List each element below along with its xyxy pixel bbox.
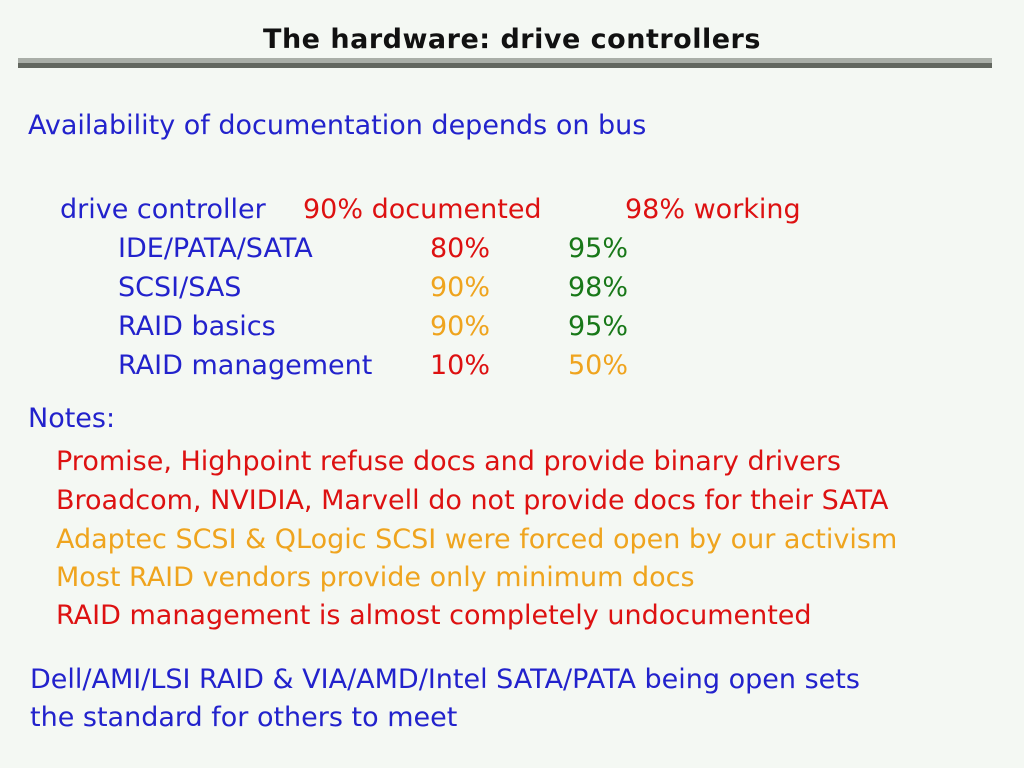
row-label: SCSI/SAS bbox=[118, 272, 242, 303]
note-item: RAID management is almost completely undocumented bbox=[56, 600, 812, 631]
row-working-pct: 95% bbox=[568, 233, 629, 264]
notes-heading: Notes: bbox=[28, 403, 116, 434]
footer-line-1: Dell/AMI/LSI RAID & VIA/AMD/Intel SATA/PATA being open sets bbox=[30, 664, 860, 695]
row-documented-pct: 80% bbox=[430, 233, 491, 264]
row-label: RAID basics bbox=[118, 311, 276, 342]
note-item: Adaptec SCSI & QLogic SCSI were forced open by our activism bbox=[56, 524, 898, 555]
table-row bbox=[0, 272, 1024, 306]
table-row bbox=[0, 350, 1024, 384]
row-documented-pct: 90% bbox=[430, 272, 491, 303]
table-header-working: 98% working bbox=[625, 194, 801, 225]
table-row bbox=[0, 311, 1024, 345]
row-documented-pct: 10% bbox=[430, 350, 491, 381]
table-header-label: drive controller bbox=[60, 194, 266, 225]
row-documented-pct: 90% bbox=[430, 311, 491, 342]
intro-text: Availability of documentation depends on bus bbox=[28, 110, 647, 141]
title-rule bbox=[18, 58, 992, 68]
row-working-pct: 95% bbox=[568, 311, 629, 342]
table-row bbox=[0, 233, 1024, 267]
row-label: IDE/PATA/SATA bbox=[118, 233, 313, 264]
row-working-pct: 98% bbox=[568, 272, 629, 303]
table-header-documented: 90% documented bbox=[303, 194, 542, 225]
note-item: Promise, Highpoint refuse docs and provide binary drivers bbox=[56, 446, 841, 477]
footer-line-2: the standard for others to meet bbox=[30, 702, 458, 733]
slide-title: The hardware: drive controllers bbox=[263, 24, 761, 55]
table-header-row bbox=[0, 194, 1024, 228]
note-item: Most RAID vendors provide only minimum docs bbox=[56, 562, 695, 593]
row-working-pct: 50% bbox=[568, 350, 629, 381]
note-item: Broadcom, NVIDIA, Marvell do not provide docs for their SATA bbox=[56, 485, 889, 516]
row-label: RAID management bbox=[118, 350, 373, 381]
